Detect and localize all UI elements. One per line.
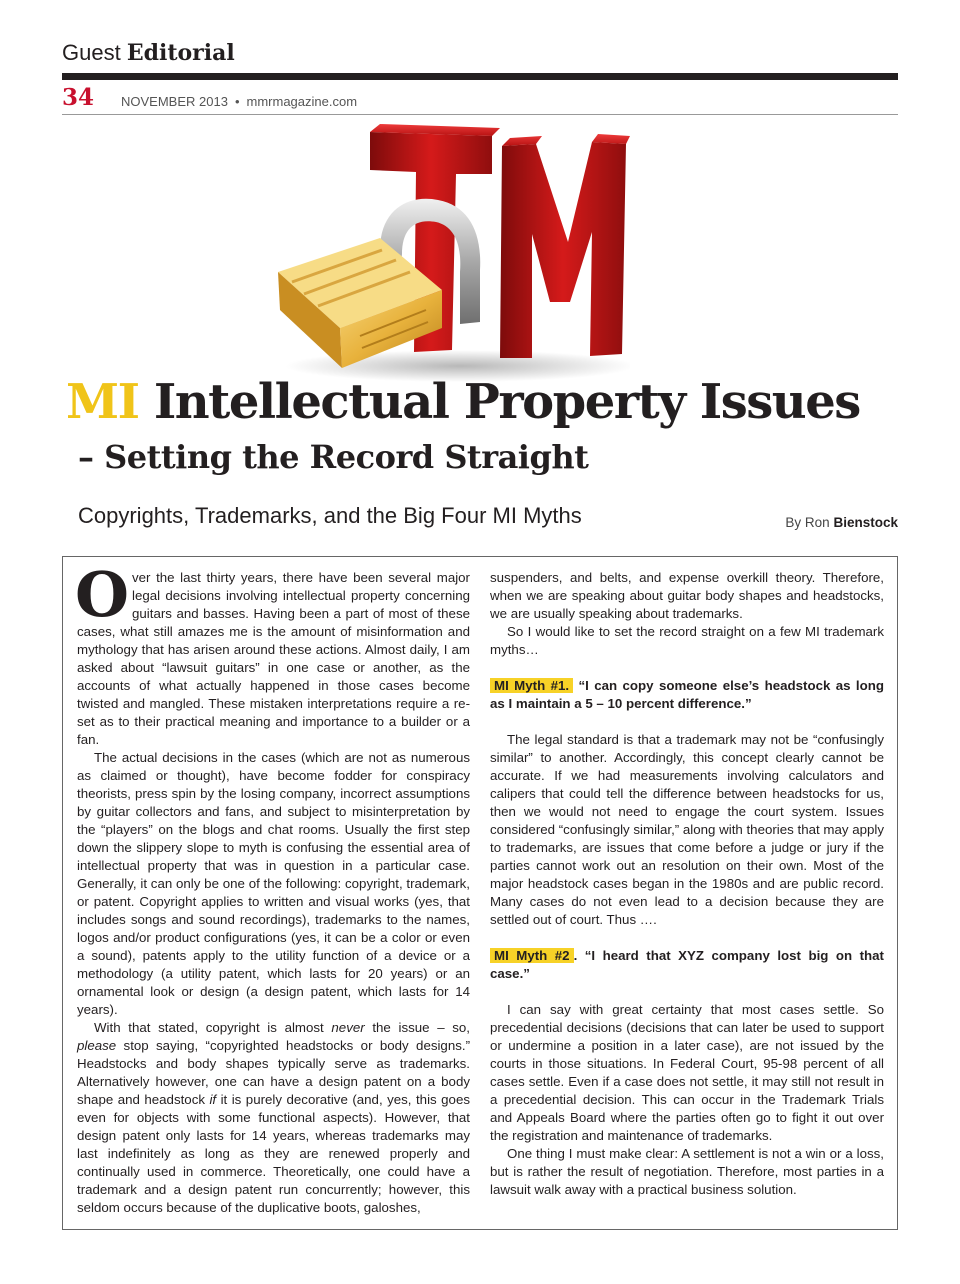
paragraph [77, 1019, 470, 1217]
paragraph: One thing I must make clear: A settlement is not a win or a loss, but is rather the result of negotiation. Therefore, most parties in a lawsuit walk away with a practical business solution. [490, 1146, 884, 1197]
issue-date: NOVEMBER 2013 [121, 94, 228, 109]
paragraph: So I would like to set the record straight on a few MI trademark myths… [490, 624, 884, 657]
text-run: stop saying, “copyrighted headstocks or body designs.” Headstocks and body shapes typically serve as trademarks. Alternatively however, one can have a design patent on a body shape and headstock [77, 1038, 470, 1107]
header-rule [62, 73, 898, 80]
text-run: the issue – so, [364, 1020, 470, 1035]
myth-1-quote: “I can copy someone else’s headstock as long as I maintain a 5 – 10 percent difference.” [490, 678, 884, 711]
paragraph-text: ver the last thirty years, there have been several major legal decisions involving intellectual property concerning guitars and basses. Having been a part of most of these cases, what still amazes me is the amount of misinformation and mythology that has arisen around these actions. Almost daily, I am asked about “lawsuit guitars” in one case or another, as the accounts of what actually happened in those cases become twisted and mangled. These mistaken interpretations require a re-set as to their practical meaning and importance to a builder or a fan. [77, 570, 470, 747]
paragraph: I can say with great certainty that most cases settle. So precedential decisions (decisions that can later be used to support or undermine a position in a later case), are not issued by the courts in those situations. In Federal Court, 95-98 percent of all cases settle. Even if a case does not settle, it may still not result in a precedential decision. This can occur in the Trademark Trials and Appeals Board where the parties often go to fight it out over the registration and maintenance of trademarks. [490, 1002, 884, 1143]
section-name: Editorial [126, 40, 235, 66]
myth-2-heading [490, 947, 884, 983]
deck: Copyrights, Trademarks, and the Big Four MI Myths [78, 503, 582, 528]
byline-author: Bienstock [833, 515, 898, 530]
paragraph: suspenders, and belts, and expense overkill theory. Therefore, when we are speaking about guitar body shapes and headstocks, we are usually speaking about trademarks. [490, 570, 884, 621]
spacer [490, 713, 884, 731]
section-label [62, 40, 235, 66]
header-divider [62, 114, 898, 115]
byline-prefix: By Ron [785, 515, 830, 530]
article-column-left [75, 558, 470, 1217]
emphasis: please [77, 1038, 117, 1053]
text-run: With that stated, copyright is almost [94, 1020, 332, 1035]
issue-line [121, 94, 357, 109]
headline-main: Intellectual Property Issues [153, 374, 860, 430]
headline [66, 374, 860, 430]
article-box [62, 556, 898, 1230]
myth-1-heading [490, 677, 884, 713]
byline [785, 515, 898, 530]
emphasis: never [331, 1020, 365, 1035]
separator: • [234, 94, 240, 109]
paragraph [75, 558, 470, 749]
headline-subtitle: – Setting the Record Straight [78, 438, 589, 476]
headline-mi: MI [66, 374, 139, 430]
section-prefix: Guest [62, 40, 121, 65]
spacer [490, 659, 884, 677]
drop-cap: O [75, 558, 130, 631]
spacer [490, 929, 884, 947]
website: mmrmagazine.com [246, 94, 358, 109]
myth-1-label: MI Myth #1. [490, 678, 573, 693]
myth-2-quote: . “I heard that XYZ company lost big on that case.” [490, 948, 884, 981]
text-run: it is purely decorative (and, yes, this goes even for objects with some functional aspects). However, that design patent only lasts for 14 years, whereas trademarks may last indefinitely as long as they are renewed properly and continually used in commerce. Theoretically, one could have a trademark and a design patent run concurrently; however, this seldom occurs because of the duplicative boots, galoshes, [77, 1092, 470, 1215]
paragraph: The legal standard is that a trademark may not be “confusingly similar” to another. Accordingly, this concept clearly cannot be accurate. If we had measurements involving calculators and calipers that could tell the difference between headstocks for us, then we would not need to engage the court system. Issues considered “confusingly similar,” along with theories that may apply to trademarks, are issues that come before a judge or jury if the parties cannot work out an resolution on their own. Most of the major headstock cases began in the 1980s and are public record. Many cases do not even lead to a decision because they are settled out of court. Thus …. [490, 732, 884, 927]
page-number: 34 [62, 84, 95, 111]
padlock-tm-illustration [230, 122, 630, 384]
emphasis: if [209, 1092, 217, 1107]
spacer [490, 983, 884, 1001]
paragraph: The actual decisions in the cases (which are not as numerous as claimed or thought), have become fodder for conspiracy theorists, press spin by the losing company, incorrect assumptions by guitar collectors and fans, and subject to misinterpretation by the “players” on the blogs and chat rooms. Usually the first step down the slippery slope to myth is confusing the essential area of intellectual property that was in question in a particular case. Generally, it can only be one of the following: copyright, trademark, or patent. Copyright applies to written and visual works (yes, that includes songs and sound recordings), trademarks to the names, logos and/or product configurations (yes, it can be a color or even a sound), patents apply to the utility function of a device or a methodology (a utility patent, which lasts for 20 years) or an ornamental look or design (a design patent, which lasts for 14 years). [77, 750, 470, 1017]
article-column-right [490, 569, 884, 1199]
myth-2-label: MI Myth #2 [490, 948, 574, 963]
